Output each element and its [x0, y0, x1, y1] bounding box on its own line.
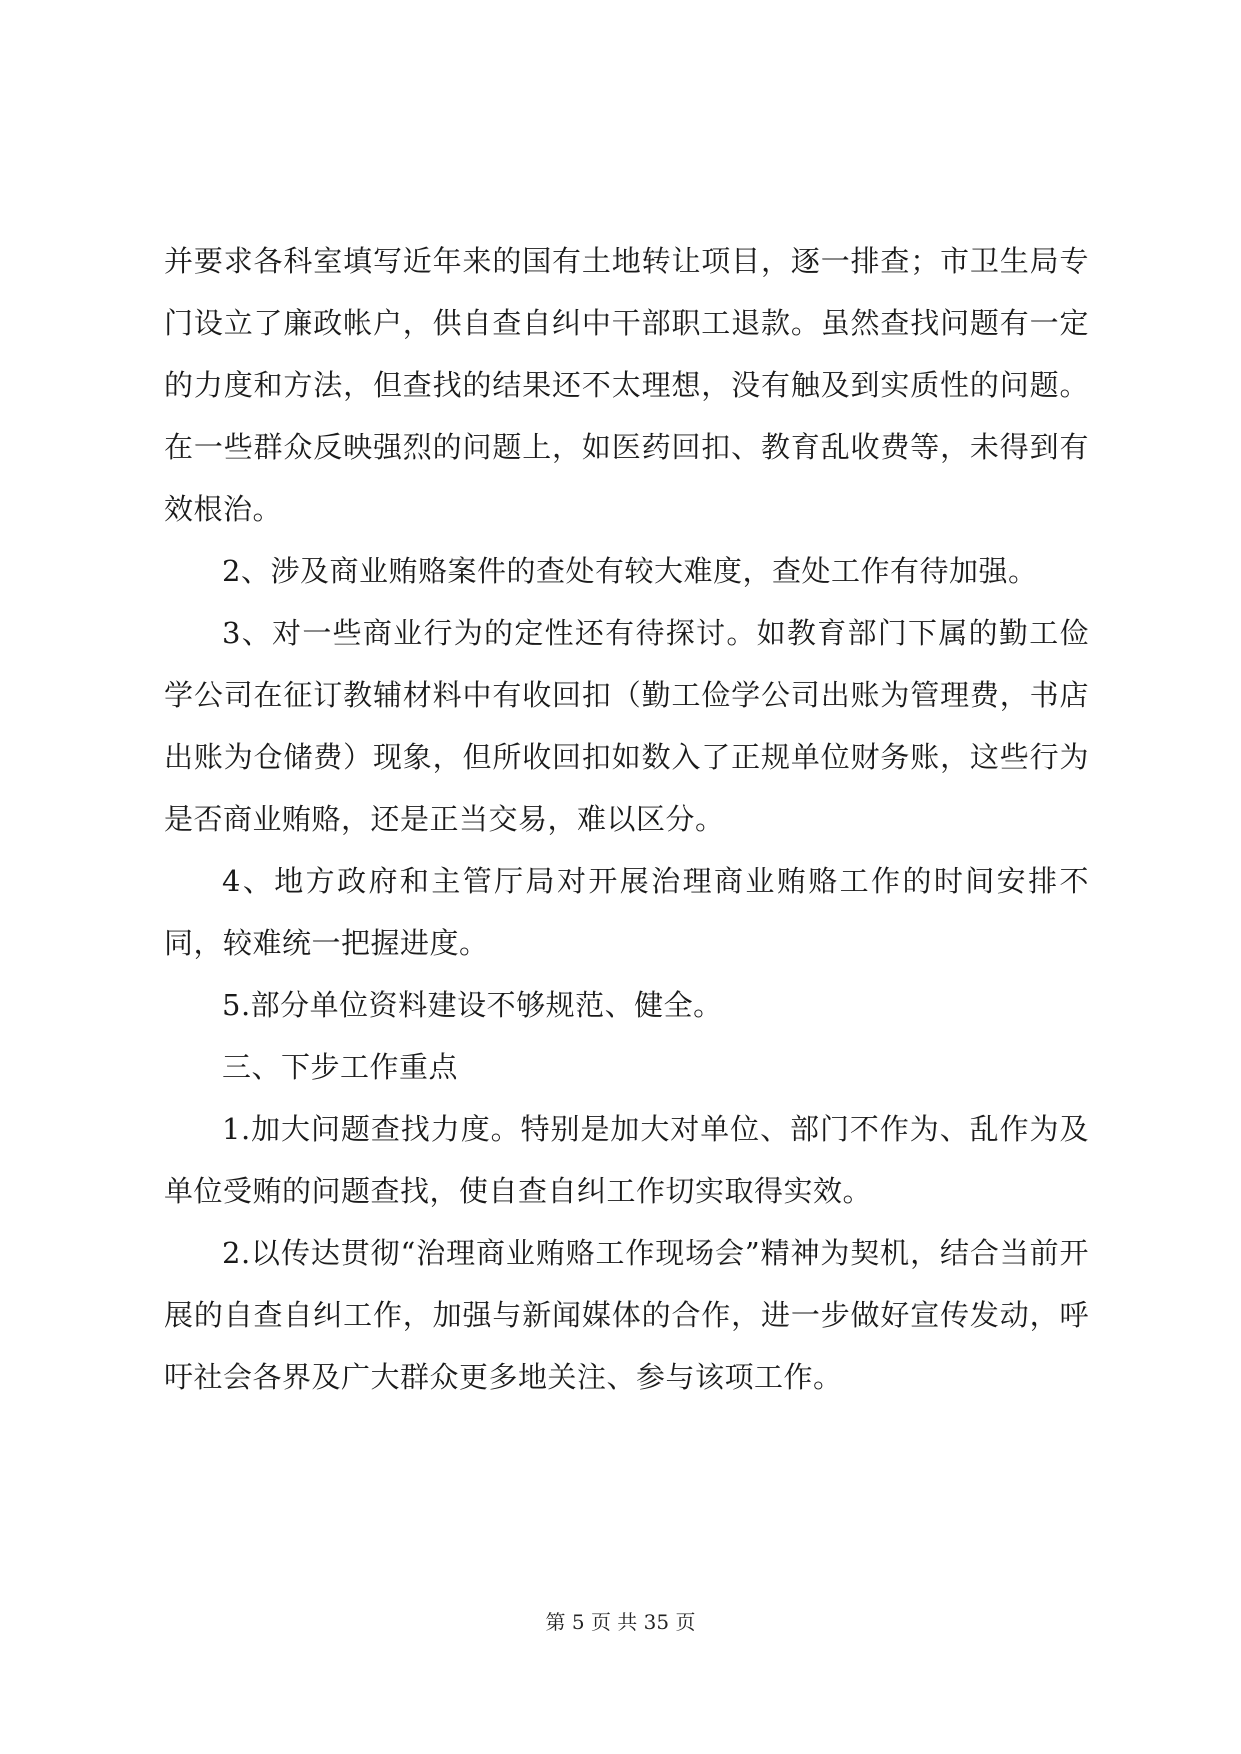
paragraph-issue-4: 4、地方政府和主管厅局对开展治理商业贿赂工作的时间安排不同，较难统一把握进度。	[164, 864, 1089, 960]
paragraph-issue-3: 3、对一些商业行为的定性还有待探讨。如教育部门下属的勤工俭学公司在征订教辅材料中有收回扣（勤工俭学公司出账为管理费，书店出账为仓储费）现象，但所收回扣如数入了正规单位财务账，这些行为是否商业贿赂，还是正当交易，难以区分。	[164, 616, 1089, 836]
document-body	[164, 230, 1089, 1408]
paragraph-step-1: 1.加大问题查找力度。特别是加大对单位、部门不作为、乱作为及单位受贿的问题查找，使自查自纠工作切实取得实效。	[164, 1112, 1089, 1208]
paragraph-continuation: 并要求各科室填写近年来的国有土地转让项目，逐一排查；市卫生局专门设立了廉政帐户，供自查自纠中干部职工退款。虽然查找问题有一定的力度和方法，但查找的结果还不太理想，没有触及到实质性的问题。在一些群众反映强烈的问题上，如医药回扣、教育乱收费等，未得到有效根治。	[164, 244, 1089, 526]
section-heading-next-steps: 三、下步工作重点	[222, 1050, 459, 1084]
page-number-footer: 第 5 页 共 35 页	[545, 1610, 696, 1634]
paragraph-issue-2: 2、涉及商业贿赂案件的查处有较大难度，查处工作有待加强。	[222, 554, 1038, 588]
paragraph-step-2: 2.以传达贯彻“治理商业贿赂工作现场会”精神为契机，结合当前开展的自查自纠工作，加强与新闻媒体的合作，进一步做好宣传发动，呼吁社会各界及广大群众更多地关注、参与该项工作。	[164, 1236, 1089, 1394]
paragraph-issue-5: 5.部分单位资料建设不够规范、健全。	[222, 988, 723, 1022]
